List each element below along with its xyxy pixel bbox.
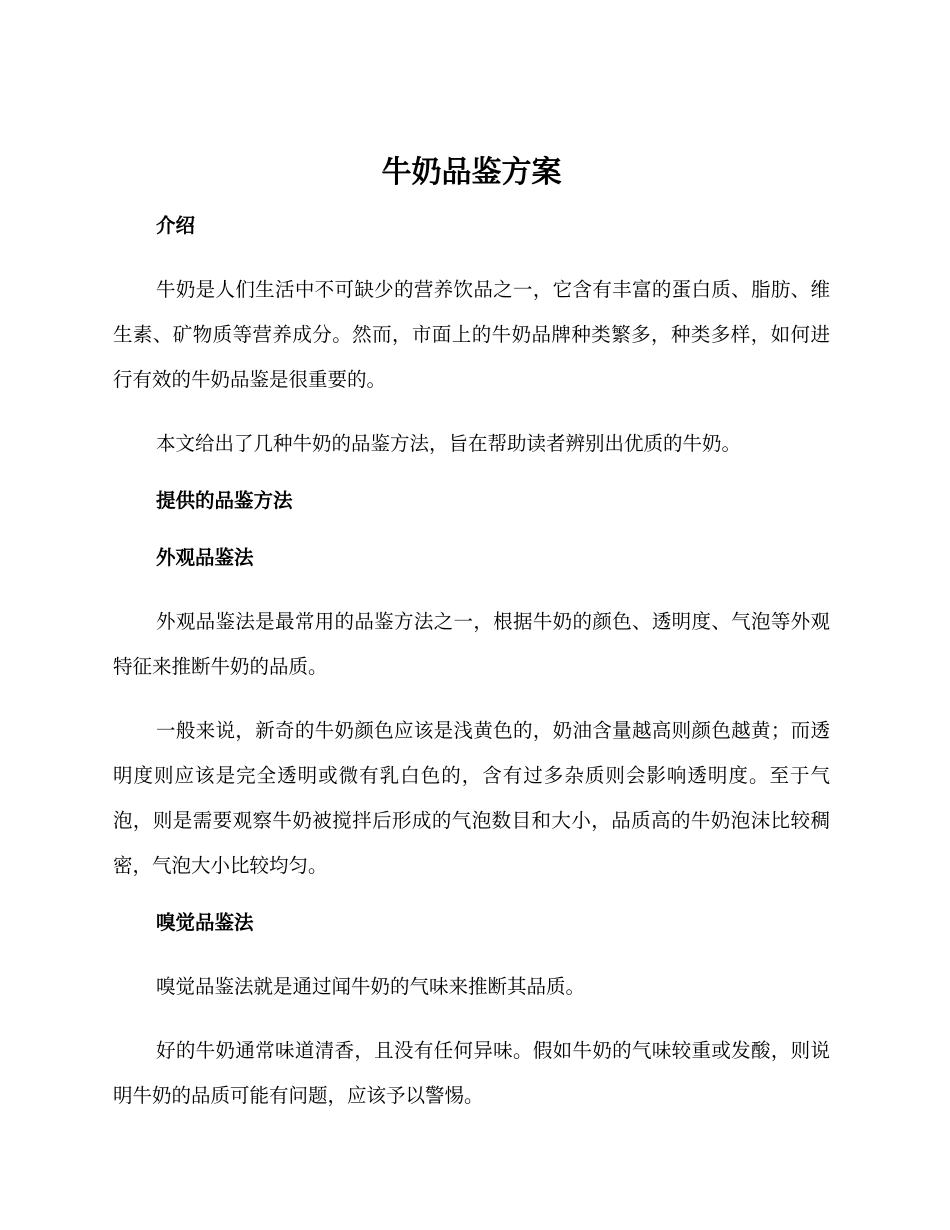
paragraph-appearance-2: 一般来说，新奇的牛奶颜色应该是浅黄色的，奶油含量越高则颜色越黄；而透明度则应该是完全透明或微有乳白色的，含有过多杂质则会影响透明度。至于气泡，则是需要观察牛奶被搅拌后形成的气泡数目和大小，品质高的牛奶泡沫比较稠密，气泡大小比较均匀。	[113, 719, 830, 877]
page-title: 牛奶品鉴方案	[381, 155, 562, 190]
paragraph-intro-2: 本文给出了几种牛奶的品鉴方法，旨在帮助读者辨别出优质的牛奶。	[156, 432, 742, 455]
section-heading-methods: 提供的品鉴方法	[156, 489, 293, 512]
paragraph-smell-1: 嗅觉品鉴法就是通过闻牛奶的气味来推断其品质。	[156, 975, 586, 998]
section-heading-smell: 嗅觉品鉴法	[156, 911, 254, 934]
paragraph-intro-1: 牛奶是人们生活中不可缺少的营养饮品之一，它含有丰富的蛋白质、脂肪、维生素、矿物质等营养成分。然而，市面上的牛奶品牌种类繁多，种类多样，如何进行有效的牛奶品鉴是很重要的。	[113, 278, 830, 391]
section-heading-appearance: 外观品鉴法	[156, 546, 254, 569]
paragraph-appearance-1: 外观品鉴法是最常用的品鉴方法之一，根据牛奶的颜色、透明度、气泡等外观特征来推断牛奶的品质。	[113, 610, 830, 678]
section-heading-intro: 介绍	[156, 214, 196, 237]
paragraph-smell-2: 好的牛奶通常味道清香，且没有任何异味。假如牛奶的气味较重或发酸，则说明牛奶的品质可能有问题，应该予以警惕。	[113, 1039, 830, 1107]
